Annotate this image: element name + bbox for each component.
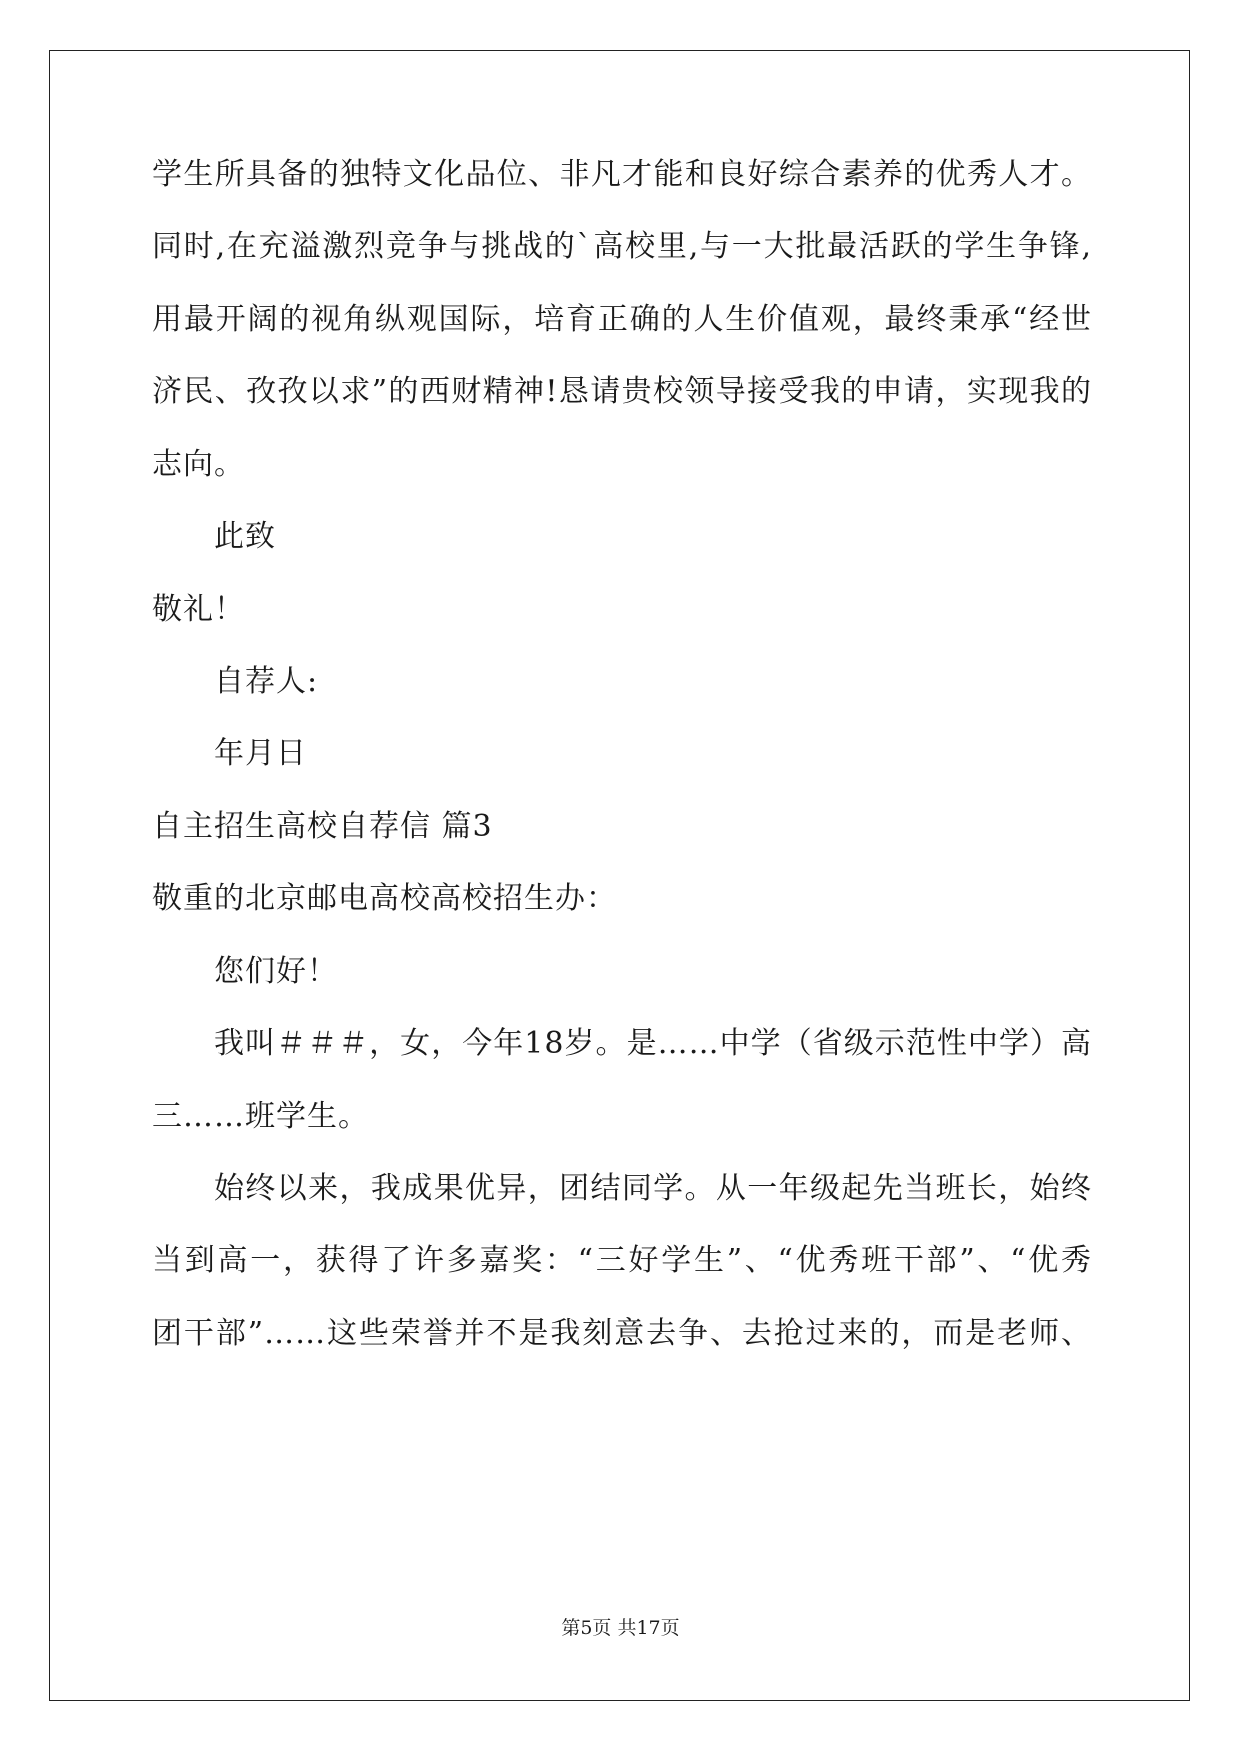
body-line-5: 志向。 <box>152 447 245 482</box>
body-line-14: 三……班学生。 <box>152 1099 369 1134</box>
body-line-4: 济民、孜孜以求”的西财精神!恳请贵校领导接受我的申请，实现我的 <box>152 374 1092 409</box>
salutation-cizhi: 此致 <box>214 519 276 554</box>
greeting-line: 您们好！ <box>214 954 338 989</box>
body-line-3: 用最开阔的视角纵观国际，培育正确的人生价值观，最终秉承“经世 <box>152 302 1092 337</box>
salutation-jingli: 敬礼！ <box>152 592 245 627</box>
body-line-15: 始终以来，我成果优异，团结同学。从一年级起先当班长，始终 <box>214 1171 1092 1206</box>
body-line-17: 团干部”……这些荣誉并不是我刻意去争、去抢过来的，而是老师、 <box>152 1316 1092 1351</box>
page-number-footer: 第5页 共17页 <box>561 1617 680 1639</box>
addressee-line: 敬重的北京邮电高校高校招生办： <box>152 881 617 916</box>
section-heading: 自主招生高校自荐信 篇3 <box>152 809 493 844</box>
page-frame <box>49 50 1190 1701</box>
body-line-2: 同时,在充溢激烈竞争与挑战的`高校里,与一大批最活跃的学生争锋, <box>152 229 1092 264</box>
body-line-13: 我叫＃＃＃，女，今年18岁。是……中学（省级示范性中学）高 <box>214 1026 1092 1061</box>
body-line-16: 当到高一，获得了许多嘉奖：“三好学生”、“优秀班干部”、“优秀 <box>152 1243 1092 1278</box>
signature-label: 自荐人: <box>214 664 319 699</box>
body-line-1: 学生所具备的独特文化品位、非凡才能和良好综合素养的优秀人才。 <box>152 157 1092 192</box>
date-label: 年月日 <box>214 736 307 771</box>
